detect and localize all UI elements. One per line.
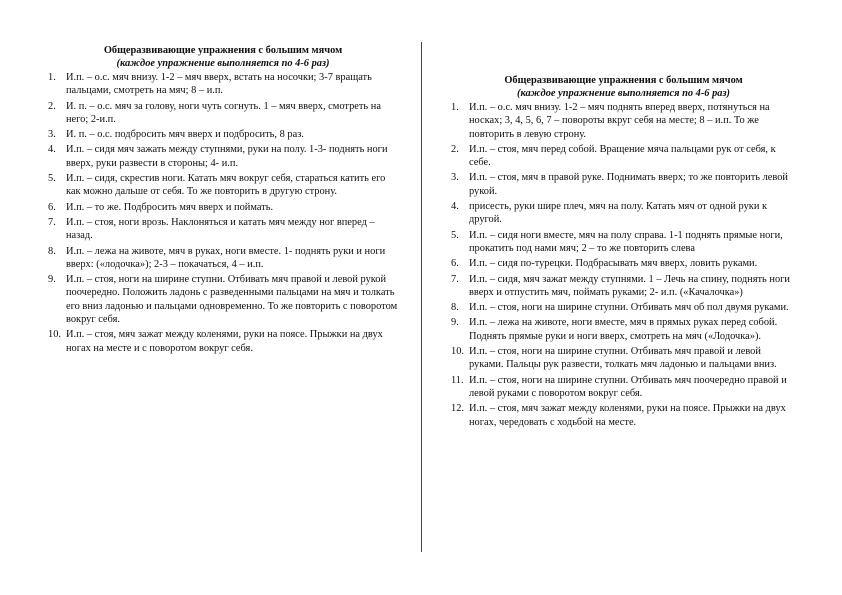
item-number: 9.	[48, 274, 56, 286]
item-number: 6.	[48, 201, 56, 213]
item-text: И.п. – стоя, ноги на ширине ступни. Отбивать мяч об пол двумя руками.	[469, 302, 789, 314]
list-item	[451, 316, 796, 343]
item-number: 2.	[48, 100, 56, 112]
left-exercise-list	[48, 71, 398, 355]
item-number: 9.	[451, 317, 459, 329]
list-item	[48, 216, 398, 243]
list-item	[451, 402, 796, 429]
item-text: И.п. – стоя, мяч в правой руке. Поднимать вверх; то же повторить левой рукой.	[469, 172, 788, 197]
item-number: 10.	[451, 346, 464, 358]
right-subtitle: (каждое упражнение выполняется по 4-6 раз)	[517, 88, 730, 99]
item-text: И.п. – стоя, мяч перед собой. Вращение мяча пальцами рук от себя, к себе.	[469, 143, 776, 169]
item-number: 8.	[451, 302, 459, 314]
list-item	[48, 328, 398, 355]
item-number: 11.	[451, 374, 464, 386]
item-text: И.п. – о.с. мяч внизу. 1-2 – мяч вверх, встать на носочки; 3-7 вращать пальцами, смотреть на мяч; 8 – и.п.	[66, 72, 372, 97]
item-text: И.п. – стоя, ноги на ширине ступни. Отбивать мяч правой и левой рукой поочередно. Положить ладонь с разведенными пальцами на мяч и толкать его вниз ладонью и пальцами одновременно. То же повторить с поворотом вокруг себя.	[66, 274, 398, 326]
list-item	[451, 171, 796, 198]
right-column	[451, 74, 796, 431]
item-number: 8.	[48, 245, 56, 257]
left-column	[48, 44, 398, 357]
list-item	[451, 143, 796, 170]
item-number: 6.	[451, 258, 459, 270]
list-item	[451, 229, 796, 256]
list-item	[48, 100, 398, 127]
list-item	[451, 273, 796, 300]
item-number: 5.	[48, 173, 56, 185]
item-text: И.п. – сидя по-турецки. Подбрасывать мяч вверх, ловить руками.	[469, 258, 758, 270]
item-text: И.п. – стоя, мяч зажат между коленями, руки на поясе. Прыжки на двух ногах, чередовать с ходьбой на месте.	[469, 403, 786, 428]
item-text: И.п. – то же. Подбросить мяч вверх и поймать.	[66, 201, 274, 213]
item-text: И.п. – сидя ноги вместе, мяч на полу справа. 1-1 поднять прямые ноги, прокатить под нами мяч; 2 – то же повторить слева	[469, 229, 783, 254]
item-number: 1.	[48, 72, 56, 83]
item-text: И. п. – о.с. мяч за голову, ноги чуть согнуть. 1 – мяч вверх, смотреть на него; 2-и.п.	[66, 100, 381, 125]
item-number: 7.	[48, 216, 56, 228]
left-subtitle: (каждое упражнение выполняется по 4-6 раз)	[116, 58, 330, 69]
item-text: И.п. – стоя, ноги на ширине ступни. Отбивать мяч поочередно правой и левой руками с поворотом вокруг себя.	[469, 374, 787, 399]
item-text: И.п. – лежа на животе, ноги вместе, мяч в прямых руках перед собой. Поднять прямые руки и ноги вверх, смотреть на мяч («Лодочка»).	[469, 317, 778, 342]
item-text: И.п. – стоя, ноги врозь. Наклоняться и катать мяч между ног вперед – назад.	[66, 216, 375, 242]
item-number: 1.	[451, 102, 459, 113]
list-item	[451, 101, 796, 141]
item-text: присесть, руки шире плеч, мяч на полу. Катать мяч от одной руки к другой.	[469, 201, 768, 226]
item-text: И.п. – о.с. мяч внизу. 1-2 – мяч поднять вперед вверх, потянуться на носках; 3, 4, 5, 6, 7 – повороты вкруг себя на месте; 8 – и.п. То же повторить в левую строну.	[469, 102, 770, 140]
item-text: И.п. – стоя, ноги на ширине ступни. Отбивать мяч правой и левой руками. Пальцы рук развести, толкать мяч ладонью и пальцами вниз.	[469, 346, 777, 371]
item-text: И.п. – стоя, мяч зажат между коленями, руки на поясе. Прыжки на двух ногах на месте и с поворотом вокруг себя.	[66, 329, 383, 354]
item-text: И.п. – сидя, мяч зажат между ступнями. 1 – Лечь на спину, поднять ноги вверх и отпустить мяч, поймать руками; 2- и.п. («Качалочка»)	[469, 273, 790, 298]
left-title: Общеразвивающие упражнения с большим мячом	[103, 45, 343, 56]
item-number: 10.	[48, 329, 61, 341]
list-item	[48, 245, 398, 272]
item-text: И. п. – о.с. подбросить мяч вверх и подбросить, 8 раз.	[66, 129, 304, 141]
item-number: 2.	[451, 143, 459, 155]
item-text: И.п. – сидя, скрестив ноги. Катать мяч вокруг себя, стараться катить его как можно дальше от себя. То же повторить в другую строну.	[66, 173, 386, 198]
list-item	[48, 128, 398, 141]
item-number: 4.	[48, 144, 56, 156]
right-title: Общеразвивающие упражнения с большим мячом	[504, 75, 743, 86]
list-item	[48, 201, 398, 214]
item-number: 5.	[451, 229, 459, 241]
list-item	[48, 71, 398, 98]
item-number: 7.	[451, 273, 459, 285]
right-exercise-list	[451, 101, 796, 429]
item-number: 4.	[451, 201, 459, 213]
item-number: 3.	[451, 172, 459, 184]
list-item	[451, 301, 796, 314]
list-item	[451, 345, 796, 372]
list-item	[451, 200, 796, 227]
item-number: 12.	[451, 403, 464, 415]
list-item	[451, 257, 796, 270]
item-text: И.п. – лежа на животе, мяч в руках, ноги вместе. 1- поднять руки и ноги вверх: («лодочка»); 2-3 – покачаться, 4 – и.п.	[66, 245, 386, 270]
list-item	[48, 172, 398, 199]
item-number: 3.	[48, 129, 56, 141]
list-item	[48, 143, 398, 170]
list-item	[451, 374, 796, 401]
list-item	[48, 273, 398, 326]
column-divider	[421, 42, 422, 552]
item-text: И.п. – сидя мяч зажать между ступнями, руки на полу. 1-3- поднять ноги вверх, руки развести в стороны; 4- и.п.	[66, 144, 388, 169]
